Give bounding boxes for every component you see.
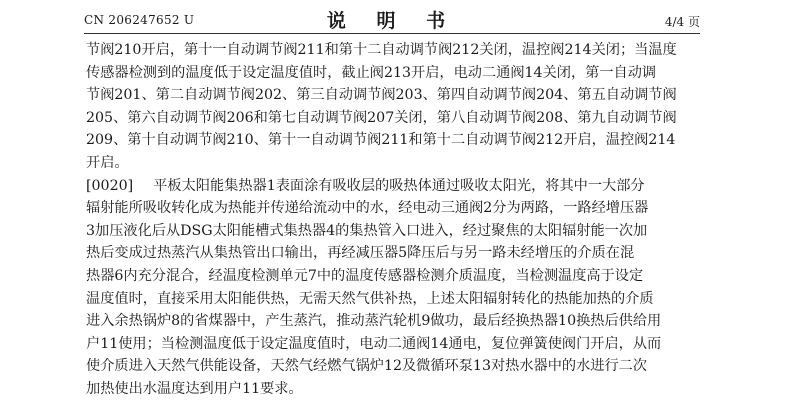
text-line: 温度值时，直接采用太阳能供热，无需天然气供补热，上述太阳辐射转化的热能加热的介质 [86, 290, 654, 307]
text-line: 热后变成过热蒸汽从集热管出口输出，再经减压器5降压后与另一路未经增压的介质在混 [86, 245, 635, 262]
text-line: 热器6内充分混合，经温度检测单元7中的温度传感器检测介质温度，当检测温度高于设定 [86, 267, 644, 284]
text-line: 传感器检测到的温度低于设定温度值时，截止阀213开启，电动二通阀14关闭，第一自动调 [86, 64, 657, 81]
header-rule [84, 33, 700, 34]
text-line: 节阀210开启，第十一自动调节阀211和第十二自动调节阀212关闭，温控阀214关闭；当温度 [86, 42, 677, 58]
text-line: 辐射能所吸收转化成为热能并传递给流动中的水，经电动三通阀2分为两路，一路经增压器 [86, 200, 649, 217]
document-title: 说 明 书 [326, 10, 458, 32]
body-text [86, 39, 702, 401]
text-line: 使介质进入天然气供能设备，天然气经燃气锅炉12及微循环泵13对热水器中的水进行二次 [86, 358, 648, 375]
text-line: 加热使出水温度达到用户11要求。 [86, 380, 303, 397]
text-line: 户11使用；当检测温度低于设定温度值时，电动二通阀14通电，复位弹簧使阀门开启，从而 [86, 335, 662, 352]
text-line: 209、第十自动调节阀210、第十一自动调节阀211和第十二自动调节阀212开启，温控阀214 [86, 132, 676, 149]
paragraph-number: [0020] [86, 177, 134, 194]
text-line: 节阀201、第二自动调节阀202、第三自动调节阀203、第四自动调节阀204、第五自动调节阀 [86, 87, 677, 104]
patent-number: CN 206247652 U [84, 13, 195, 27]
text-line: 进入余热锅炉8的省煤器中，产生蒸汽，推动蒸汽轮机9做功，最后经换热器10换热后供给用 [86, 313, 662, 330]
paragraph-first-line [86, 175, 702, 198]
text-line: 开启。 [86, 154, 129, 171]
page-header [84, 6, 700, 32]
paragraph-text: 平板太阳能集热器1表面涂有吸收层的吸热体通过吸收太阳光，将其中一大部分 [153, 177, 645, 194]
text-line: 3加压液化后从DSG太阳能槽式集热器4的集热管入口进入，经过聚焦的太阳辐射能一次加 [86, 222, 648, 239]
page-number: 4/4 页 [664, 15, 700, 29]
text-line: 205、第六自动调节阀206和第七自动调节阀207关闭，第八自动调节阀208、第九自动调节阀 [86, 109, 677, 126]
